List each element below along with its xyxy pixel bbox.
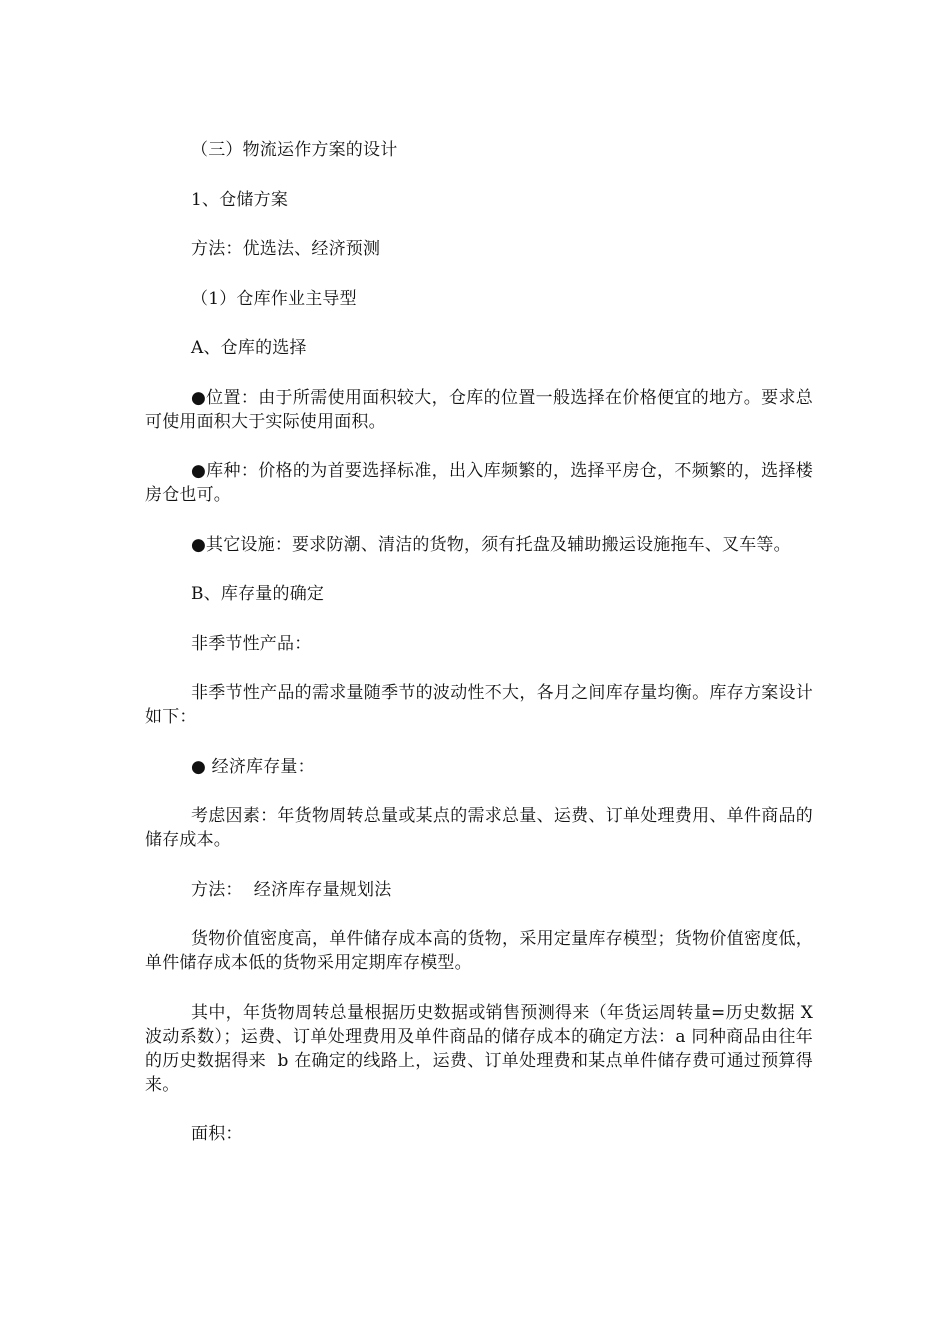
subsection-heading: 1、仓储方案 xyxy=(191,189,289,210)
bullet-other-facilities: ●其它设施：要求防潮、清洁的货物，须有托盘及辅助搬运设施拖车、叉车等。 xyxy=(191,534,791,555)
document-body xyxy=(145,138,819,1146)
bullet-economic-inventory: ● 经济库存量： xyxy=(191,756,315,777)
product-category-label: 非季节性产品： xyxy=(191,633,312,654)
product-description: 非季节性产品的需求量随季节的波动性不大，各月之间库存量均衡。库存方案设计如下： xyxy=(145,683,813,727)
factors-paragraph: 考虑因素：年货物周转总量或某点的需求总量、运费、订单处理费用、单件商品的储存成本。 xyxy=(145,806,813,850)
model-paragraph: 货物价值密度高，单件储存成本高的货物，采用定量库存模型；货物价值密度低，单件储存成本低的货物采用定期库存模型。 xyxy=(145,929,813,973)
section-heading: （三）物流运作方案的设计 xyxy=(191,140,398,160)
area-label: 面积： xyxy=(191,1124,243,1144)
item-heading-b: B、库存量的确定 xyxy=(191,584,325,604)
item-heading-a: A、仓库的选择 xyxy=(191,338,307,358)
method-paragraph: 方法： 经济库存量规划法 xyxy=(191,879,392,900)
bullet-warehouse-type: ●库种：价格的为首要选择标准，出入库频繁的，选择平房仓，不频繁的，选择楼房仓也可。 xyxy=(145,461,813,505)
bullet-location: ●位置：由于所需使用面积较大，仓库的位置一般选择在价格便宜的地方。要求总可使用面积大于实际使用面积。 xyxy=(145,387,813,432)
detail-paragraph: 其中，年货物周转总量根据历史数据或销售预测得来（年货运周转量=历史数据 X 波动系数）；运费、订单处理费用及单件商品的储存成本的确定方法：a 同种商品由往年的历史数据得来 b 在确定的线路上，运费、订单处理费和某点单件储存费可通过预算得来。 xyxy=(145,1002,819,1095)
type-heading: （1）仓库作业主导型 xyxy=(191,288,357,309)
method-line: 方法：优选法、经济预测 xyxy=(191,239,381,259)
